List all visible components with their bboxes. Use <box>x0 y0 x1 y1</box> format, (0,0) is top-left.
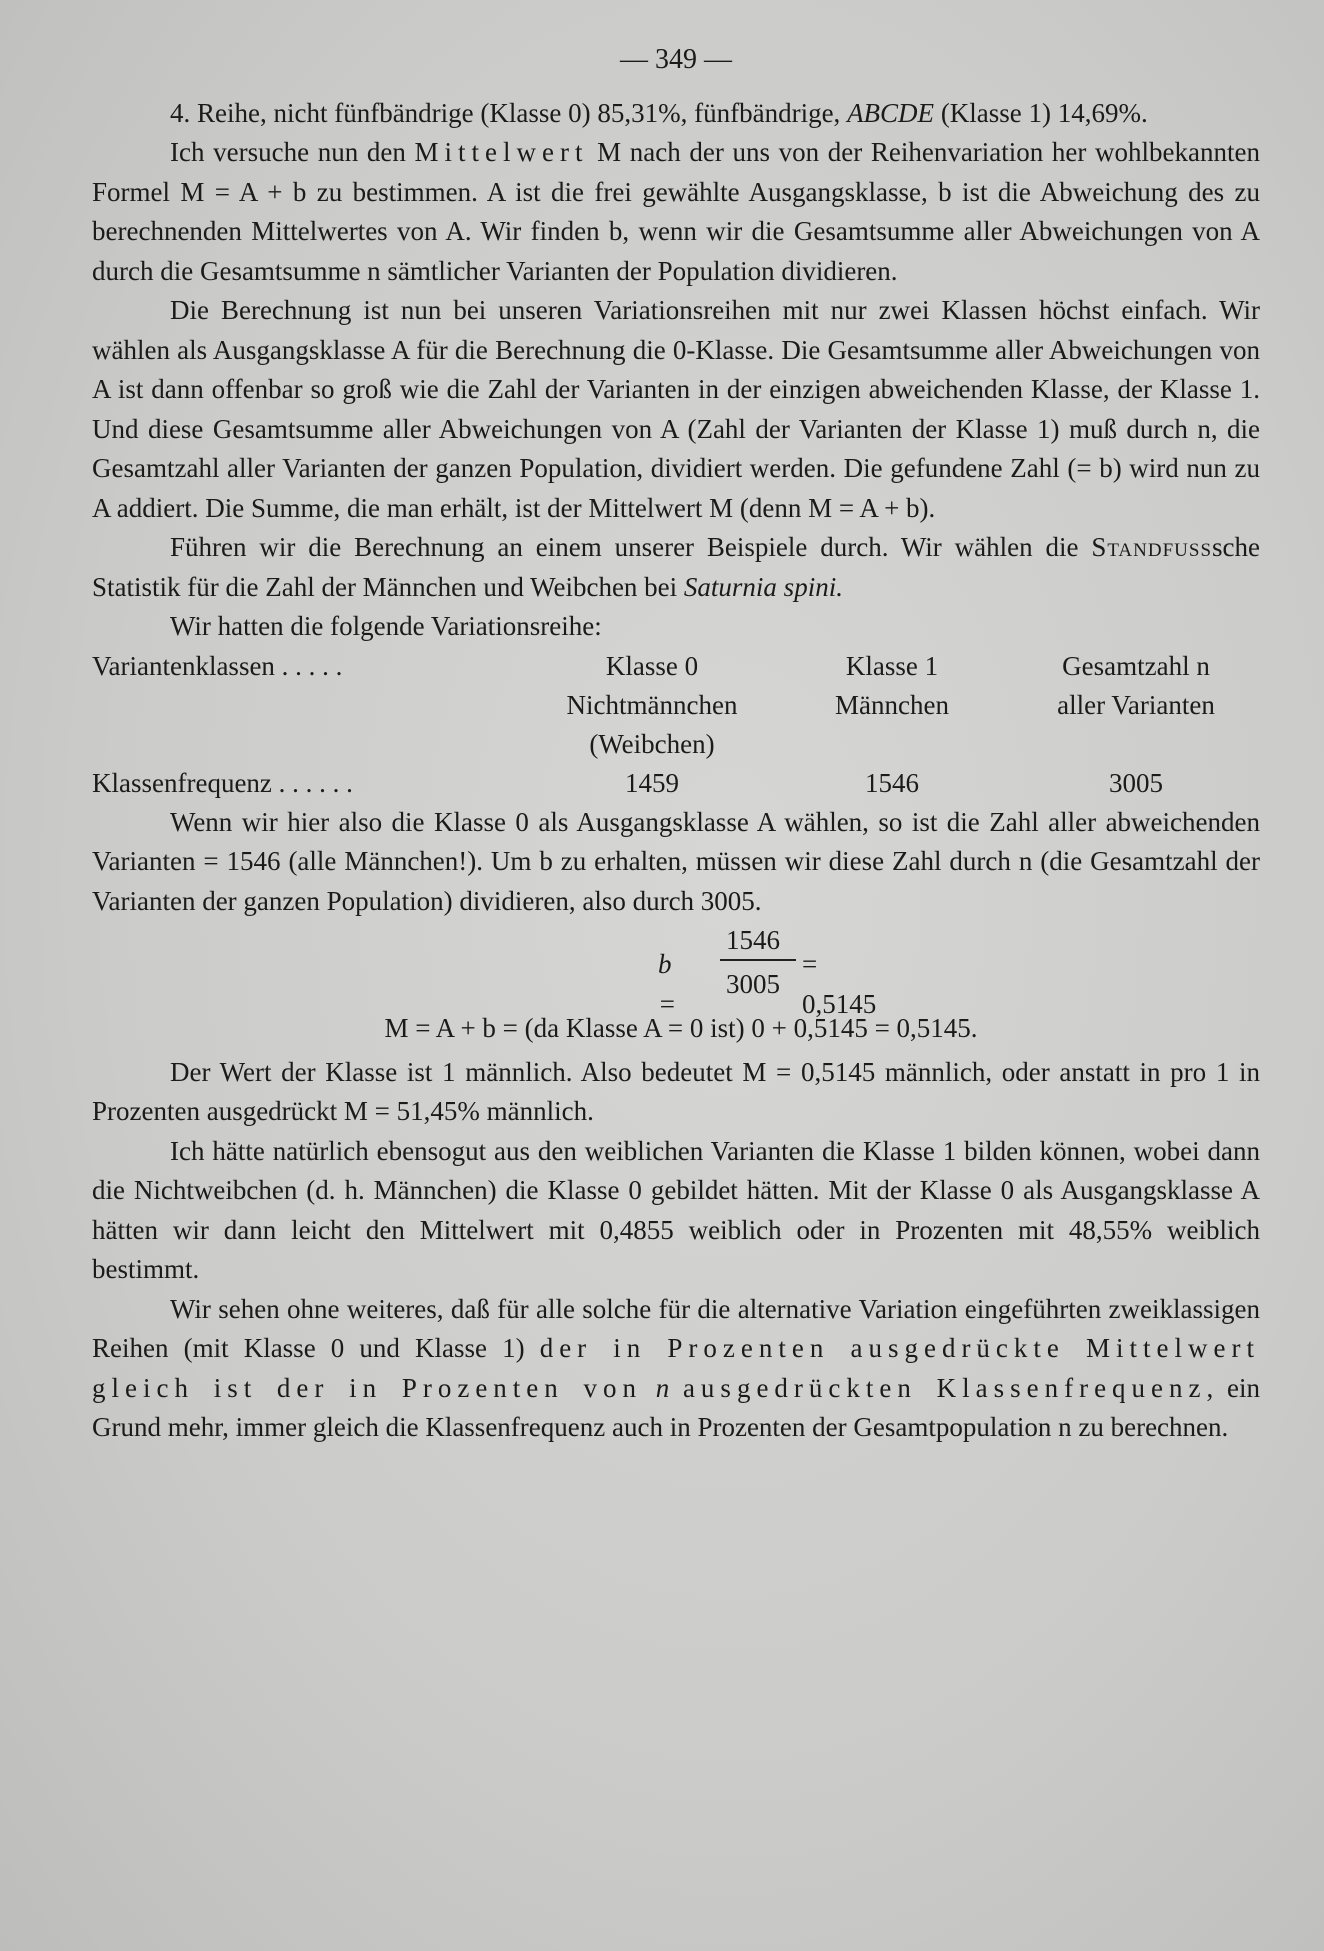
table-cell: aller Varianten <box>1057 689 1215 720</box>
paragraph-variationsreihe-intro: Wir hatten die folgende Variationsreihe: <box>170 611 602 641</box>
fraction-formula <box>92 921 1260 1019</box>
table-row-label: Variantenklassen . . . . . <box>92 650 343 681</box>
paragraph-beispiel: Führen wir die Berechnung an einem unserer Beispiele durch. Wir wählen die Standfusssche Statistik für die Zahl der Männchen und Weibchen bei Saturnia spini. <box>92 532 1260 602</box>
table-cell: Klasse 0 <box>605 650 699 681</box>
table-cell: Nichtmännchen <box>566 689 738 720</box>
table-row <box>92 764 1260 803</box>
paragraph-berechnung: Die Berechnung ist nun bei unseren Variationsreihen mit nur zwei Klassen höchst einfach. Wir wählen als Ausgangsklasse A für die Berechnung die 0-Klasse. Die Gesamtsumme aller Abweichungen von A ist dann offenbar so groß wie die Zahl der Varianten in der einzigen abweichenden Klasse, der Klasse 1. Und diese Gesamtsumme aller Abweichungen von A (Zahl der Varianten der Klasse 1) muß durch n, die Gesamtzahl aller Varianten der ganzen Population, dividiert werden. Die gefundene Zahl (= b) wird nun zu A addiert. Die Summe, die man erhält, ist der Mittelwert M (denn M = A + b). <box>92 295 1260 523</box>
formula-rhs: = 0,5145 <box>802 949 877 1019</box>
table-row <box>92 686 1260 725</box>
paragraph-wert-klasse: Der Wert der Klasse ist 1 männlich. Also bedeutet M = 0,5145 männlich, oder anstatt in pro 1 in Prozenten ausgedrückt M = 51,45% männlich. <box>92 1056 1260 1126</box>
table-row <box>92 647 1260 686</box>
fraction-bar <box>720 959 796 961</box>
table-cell: Gesamtzahl n <box>1062 650 1210 681</box>
formula-line-2: M = A + b = (da Klasse A = 0 ist) 0 + 0,5145 = 0,5145. <box>384 1013 978 1043</box>
table-cell: Klasse 1 <box>845 650 939 681</box>
table-cell: 3005 <box>1109 767 1163 798</box>
paragraph-schluss: Wir sehen ohne weiteres, daß für alle solche für die alternative Variation eingeführten zweiklassigen Reihen (mit Klasse 0 und Klasse 1) der in Prozenten ausgedrückte Mittelwert gleich ist der in Prozenten von n ausgedrückten Klassenfrequenz, ein Grund mehr, immer gleich die Klassenfrequenz auch in Prozenten der Gesamtpopulation n zu berechnen. <box>92 1293 1260 1442</box>
table-cell: (Weibchen) <box>589 728 715 759</box>
formula-lhs: b = <box>658 949 677 1019</box>
table-cell: Männchen <box>835 689 949 720</box>
paragraph-mittelwert: Ich versuche nun den Mittelwert M nach der uns von der Reihenvariation her wohlbekannten Formel M = A + b zu bestimmen. A ist die frei gewählte Ausgangsklasse, b ist die Abweichung des zu berechnenden Mittelwertes von A. Wir finden b, wenn wir die Gesamtsumme aller Abweichungen von A durch die Gesamtsumme n sämtlicher Varianten der Population dividieren. <box>92 137 1260 286</box>
table-row <box>92 725 1260 764</box>
paragraph-ausgangsklasse: Wenn wir hier also die Klasse 0 als Ausgangsklasse A wählen, so ist die Zahl aller abweichenden Varianten = 1546 (alle Männchen!). Um b zu erhalten, müssen wir diese Zahl durch n (die Gesamtzahl der Varianten der ganzen Population) dividieren, also durch 3005. <box>92 806 1260 916</box>
paragraph-weibliche-varianten: Ich hätte natürlich ebensogut aus den weiblichen Varianten die Klasse 1 bilden können, wobei dann die Nichtweibchen (d. h. Männchen) die Klasse 0 gebildet hätten. Mit der Klasse 0 als Ausgangsklasse A hätten wir dann leicht den Mittelwert mit 0,4855 weiblich oder in Prozenten mit 48,55% weiblich bestimmt. <box>92 1135 1260 1284</box>
table-row-label: Klassenfrequenz . . . . . . <box>92 767 353 798</box>
table-cell: 1546 <box>865 767 919 798</box>
table-cell: 1459 <box>625 767 679 798</box>
formula-denominator: 3005 <box>726 969 780 999</box>
page-text <box>92 40 1260 1448</box>
paragraph-reihe-4: 4. Reihe, nicht fünfbändrige (Klasse 0) 85,31%, fünfbändrige, ABCDE (Klasse 1) 14,69%. <box>170 97 1148 128</box>
formula-numerator: 1546 <box>726 925 780 955</box>
page-number: — 349 — <box>620 44 732 75</box>
variation-table <box>92 647 1260 803</box>
